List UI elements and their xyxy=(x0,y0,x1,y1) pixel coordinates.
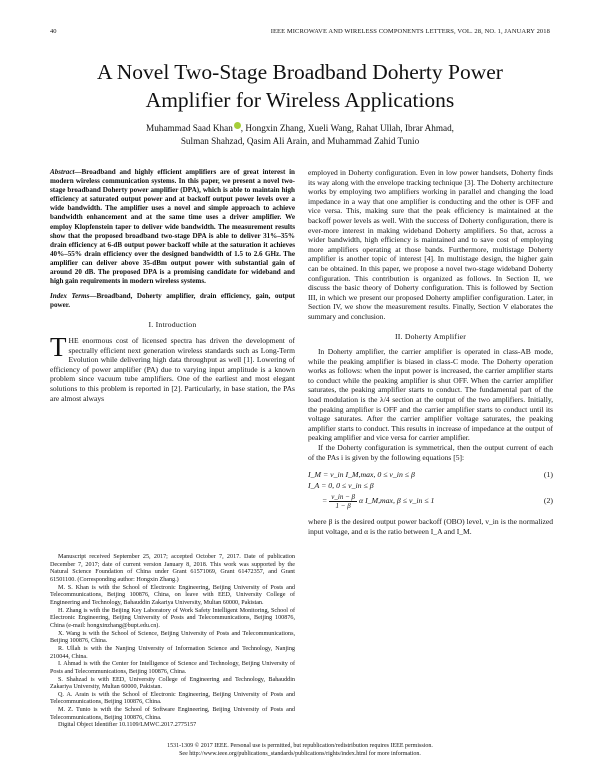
footnotes xyxy=(50,554,295,730)
equation-1a-text: I_M = v_in I_M,max, 0 ≤ v_in ≤ β xyxy=(308,469,415,479)
authors-line-1-rest: , Hongxin Zhang, Xueli Wang, Rahat Ullah, Ibrar Ahmad, xyxy=(240,123,454,133)
left-column xyxy=(50,168,295,403)
page-number: 40 xyxy=(50,28,57,35)
journal-header: IEEE MICROWAVE AND WIRELESS COMPONENTS LETTERS, VOL. 28, NO. 1, JANUARY 2018 xyxy=(270,28,550,35)
equation-2-number: (2) xyxy=(543,496,553,506)
equation-1b-text: I_A = 0, 0 ≤ v_in ≤ β xyxy=(308,480,374,490)
intro-paragraph xyxy=(50,332,295,403)
index-terms xyxy=(50,292,295,310)
right-column xyxy=(308,168,553,536)
footnote: M. S. Khan is with the School of Electronic Engineering, Beijing University of Posts and Telecommunications, Beijing 100876, China, on leave with EED, University College of Engineering and Technology, Bahauddin Zakariya University, Multan 60000, Pakistan. xyxy=(50,584,295,606)
footnote: Manuscript received September 25, 2017; accepted October 7, 2017. Date of publication December 7, 2017; date of current version January 8, 2018. This work was supported by the Natural Science Foundation of China under Grant 61571069, Grant 61472357, and Grant 61501100. (Corresponding author: Hongxin Zhang.) xyxy=(50,554,295,583)
footnote-doi: Digital Object Identifier 10.1109/LMWC.2017.2775157 xyxy=(58,722,197,729)
footnote: H. Zhang is with the Beijing Key Laboratory of Work Safety Intelligent Monitoring, School of Electronic Engineering, Beijing University of Posts and Telecommunications, Beijing 100876, China (e-mail: hongxinzhang@bupt.edu.cn). xyxy=(50,607,295,629)
footnote: X. Wang is with the School of Science, Beijing University of Posts and Telecommunications, Beijing 100876, China. xyxy=(50,630,295,645)
equation-1-number: (1) xyxy=(543,469,553,479)
intro-continued: employed in Doherty configuration. Even in low power handsets, Doherty finds its way along with the envelope tracking technique [3]. The Doherty architecture works by employing two amplifiers working in parallel and changing the load impedance in a way that one amplifier is conducting and the other is OFF and vice versa. This, making sure that the peak efficiency is maintained at the backoff power levels as well. With the success of Doherty configuration, there is ever-more interest in making wideband Doherty amplifiers. So that, across a wider bandwidth, high efficiency is maintained and to save cost of employing more amplifiers operating at those bands. Furthermore, multistage Doherty amplifier is another topic of interest [4]. In multistage design, the higher gain can be obtained. In this paper, we propose a novel two-stage wideband Doherty configuration. This contribution is organized as follows. In Section II, we discuss the basic theory of Doherty configuration. This is followed by Section III, in which we present our proposed Doherty amplifier configuration. Later, in Section IV, we show the measurement results. Finally, Section V elaborates the summary and conclusion. xyxy=(308,168,553,321)
first-author: Muhammad Saad Khan xyxy=(146,123,233,133)
equation-2-denominator: 1 − β xyxy=(335,501,351,510)
equation-2 xyxy=(308,491,553,511)
doherty-paragraph-3: where β is the desired output power backoff (OBO) level, v_in is the normalized input voltage, and α is the ratio between I_A and I_M. xyxy=(308,517,553,536)
equation-1b xyxy=(308,480,553,491)
title-line-2: Amplifier for Wireless Applications xyxy=(145,88,455,112)
index-terms-text: —Broadband, Doherty amplifier, drain efficiency, gain, output power. xyxy=(50,292,295,310)
drop-cap: T xyxy=(50,332,67,362)
abstract-label: Abstract xyxy=(50,168,75,176)
intro-text: HE enormous cost of licensed spectra has driven the development of spectrally efficient next generation wireless standards such as Long-Term Evolution while delivering high data throughput as well [1]. Lowering of efficiency of power amplifier (PA) due to varying input amplitude is a known problem since vacuum tube amplifiers. One of the earliest and most elegant solutions to this problem is reported in [2]. Particularly, in base station, the PAs are almost always xyxy=(50,336,295,403)
abstract xyxy=(50,168,295,286)
footnote: Q. A. Arain is with the School of Electronic Engineering, Beijing University of Posts and Telecommunications, Beijing 100876, China. xyxy=(50,691,295,706)
section-heading-introduction: I. Introduction xyxy=(148,320,197,330)
equations xyxy=(308,469,553,511)
paper-title xyxy=(40,58,560,114)
equation-1a xyxy=(308,469,553,480)
footnote: S. Shahzad is with EED, University College of Engineering and Technology, Bahauddin Zakariya University, Multan 60000, Pakistan. xyxy=(50,676,295,691)
footnote: R. Ullah is with the Nanjing University of Information Science and Technology, Nanjing 210044, China. xyxy=(50,645,295,660)
section-heading-doherty: II. Doherty Amplifier xyxy=(394,331,467,341)
authors-line-1 xyxy=(60,122,540,135)
equation-2-body xyxy=(308,493,434,510)
abstract-text: —Broadband and highly efficient amplifiers are of great interest in modern wireless communication systems. In this paper, we present a novel two-stage broadband Doherty power amplifier (DPA), which is able to maintain high efficiency at saturated output power and at backoff output power levels over a wide bandwidth. The amplifier uses a novel and simple approach to achieve bandwidth enhancement and at the same time uses a driver amplifier. We employ Klopfenstein taper to deliver wide bandwidth. The measurement results show that the proposed broadband two-stage DPA is able to deliver 31%–35% drain efficiency at 6-dB output power backoff while at the saturation it achieves 40%–55% drain efficiency over the designed bandwidth of 1.5 to 2.6 GHz. The amplifier can deliver above 35-dBm output power with substantial gain of around 20 dB. The proposed DPA is a promising candidate for wideband and high gain requirements in modern wireless systems. xyxy=(50,168,295,286)
copyright-line-1: 1531-1309 © 2017 IEEE. Personal use is permitted, but republication/redistribution requires IEEE permission. xyxy=(167,743,433,749)
index-terms-label: Index Terms xyxy=(50,292,90,301)
footnote: I. Ahmad is with the Center for Intelligence of Science and Technology, Beijing University of Posts and Telecommunications, Beijing 100876, China. xyxy=(50,661,295,675)
authors-line-2: Sulman Shahzad, Qasim Ali Arain, and Muhammad Zahid Tunio xyxy=(180,136,420,146)
doherty-paragraph-1: In Doherty amplifier, the carrier amplifier is operated in class-AB mode, while the peaking amplifier is biased in class-C mode. The Doherty operation works as follows: when the input power is increased, the carrier amplifier starts to conduct while the peaking amplifier is shut OFF. When the carrier amplifier saturates, the peaking amplifier starts to conduct. The fundamental part of the load modulation is the λ/4 section at the output of the two amplifiers. Initially, the peaking amplifier is OFF and the carrier amplifier starts to conduct until its voltage saturates. After the carrier amplifier voltage saturates, the peaking amplifier starts to conduct. This results in increase of impedance at the output of peaking amplifier and vice versa for carrier amplifier. xyxy=(308,347,553,443)
equation-2-rhs: α I_M,max, β ≤ v_in ≤ 1 xyxy=(359,496,435,506)
copyright-line-2: See http://www.ieee.org/publications_standards/publications/rights/index.html for more information. xyxy=(179,751,421,757)
equation-2-lhs: = xyxy=(322,496,328,506)
author-list xyxy=(60,122,540,148)
equation-2-numerator: v_in − β xyxy=(331,492,356,501)
doherty-paragraph-2: If the Doherty configuration is symmetrical, then the output current of each of the PAs i is given by the following equations [5]: xyxy=(308,443,553,462)
orcid-icon[interactable] xyxy=(234,122,241,129)
equation-2-fraction xyxy=(329,493,357,510)
footnote: M. Z. Tunio is with the School of Software Engineering, Beijing University of Posts and Telecommunications, Beijing 100876, China. xyxy=(50,707,295,721)
copyright-notice xyxy=(0,742,600,758)
title-line-1: A Novel Two-Stage Broadband Doherty Power xyxy=(97,60,503,84)
